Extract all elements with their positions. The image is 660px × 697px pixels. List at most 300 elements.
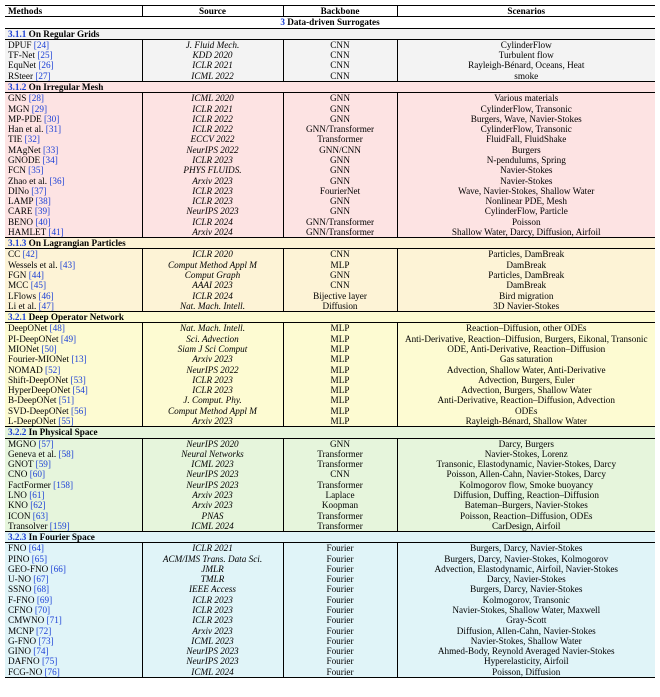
backbone-cell: GNN bbox=[283, 206, 397, 216]
citation-link[interactable]: [73] bbox=[38, 635, 54, 646]
source-cell: ICML 2020 bbox=[142, 93, 283, 104]
citation-link[interactable]: [60] bbox=[29, 469, 46, 480]
citation-link[interactable]: [24] bbox=[33, 39, 50, 50]
table-row bbox=[5, 206, 655, 216]
source-cell: ICLR 2020 bbox=[142, 249, 283, 260]
method-name: PINO bbox=[8, 553, 30, 564]
source-cell: ICLR 2024 bbox=[142, 291, 283, 301]
backbone-cell: Fourier bbox=[283, 615, 397, 625]
citation-link[interactable]: [63] bbox=[32, 510, 49, 521]
method-name: Transolver bbox=[8, 520, 48, 531]
method-cell bbox=[5, 385, 142, 395]
table-row bbox=[5, 260, 655, 270]
citation-link[interactable]: [55] bbox=[58, 415, 74, 426]
backbone-cell: GNN bbox=[283, 165, 397, 175]
source-cell: Siam J Sci Comput bbox=[142, 344, 283, 354]
table-row bbox=[5, 291, 655, 301]
citation-link[interactable]: [46] bbox=[38, 290, 54, 301]
citation-link[interactable]: [31] bbox=[45, 124, 62, 135]
scenarios-cell: smoke bbox=[397, 71, 655, 82]
table-row bbox=[5, 564, 655, 574]
method-cell bbox=[5, 459, 142, 469]
method-name: GINO bbox=[8, 646, 31, 657]
scenarios-cell: ODEs bbox=[397, 406, 655, 416]
table-row bbox=[5, 406, 655, 416]
scenarios-cell: Poisson, Allen-Cahn, Navier-Stokes, Darcy bbox=[397, 469, 655, 479]
method-name: FactFormer bbox=[8, 479, 51, 490]
citation-link[interactable]: [41] bbox=[48, 226, 64, 237]
subsection-row bbox=[5, 532, 655, 543]
subsection-number[interactable]: 3.1.2 bbox=[8, 81, 27, 92]
backbone-cell: Fourier bbox=[283, 564, 397, 574]
table-row bbox=[5, 145, 655, 155]
backbone-cell: Fourier bbox=[283, 574, 397, 584]
backbone-cell: Fourier bbox=[283, 554, 397, 564]
source-cell: ICML 2024 bbox=[142, 521, 283, 532]
method-name: FCN bbox=[8, 165, 26, 176]
method-cell bbox=[5, 480, 142, 490]
backbone-cell: MLP bbox=[283, 385, 397, 395]
scenarios-cell: Darcy, Burgers bbox=[397, 438, 655, 449]
scenarios-cell: CylinderFlow, Transonic bbox=[397, 104, 655, 114]
subsection-title: In Physical Space bbox=[28, 427, 98, 438]
method-cell bbox=[5, 50, 142, 60]
citation-link[interactable]: [13] bbox=[71, 354, 87, 365]
method-name: ICON bbox=[8, 510, 31, 521]
subsection-title: Deep Operator Network bbox=[28, 312, 124, 323]
method-name: Fourier-MIONet bbox=[8, 354, 70, 365]
scenarios-cell: Anti-Derivative, Reaction–Diffusion, Burgers, Eikonal, Transonic bbox=[397, 334, 655, 344]
source-cell: Nat. Mach. Intell. bbox=[142, 323, 283, 334]
source-cell: NeurIPS 2023 bbox=[142, 656, 283, 666]
citation-link[interactable]: [51] bbox=[58, 395, 75, 406]
method-cell bbox=[5, 196, 142, 206]
scenarios-cell: CylinderFlow, Transonic bbox=[397, 124, 655, 134]
backbone-cell: Transformer bbox=[283, 511, 397, 521]
citation-link[interactable]: [71] bbox=[46, 615, 62, 626]
citation-link[interactable]: [68] bbox=[33, 584, 50, 595]
scenarios-cell: Navier-Stokes, Lorenz bbox=[397, 449, 655, 459]
citation-link[interactable]: [48] bbox=[49, 323, 65, 334]
source-cell: ICLR 2021 bbox=[142, 60, 283, 70]
backbone-cell: Diffusion bbox=[283, 301, 397, 312]
method-cell bbox=[5, 270, 142, 280]
backbone-cell: Bijective layer bbox=[283, 291, 397, 301]
method-name: PI-DeepONet bbox=[8, 333, 59, 344]
method-name: FNO bbox=[8, 543, 27, 554]
citation-link[interactable]: [59] bbox=[35, 459, 51, 470]
backbone-cell: GNN/Transformer bbox=[283, 217, 397, 227]
citation-link[interactable]: [54] bbox=[72, 385, 88, 396]
method-name: GNODE bbox=[8, 154, 41, 165]
subsection-title: On Lagrangian Particles bbox=[28, 238, 126, 249]
citation-link[interactable]: [32] bbox=[24, 134, 40, 145]
scenarios-cell: Navier-Stokes, Shallow Water bbox=[397, 636, 655, 646]
citation-link[interactable]: [30] bbox=[44, 113, 60, 124]
table-row bbox=[5, 114, 655, 124]
method-cell bbox=[5, 416, 142, 427]
citation-link[interactable]: [34] bbox=[42, 154, 58, 165]
table-row bbox=[5, 176, 655, 186]
backbone-cell: Fourier bbox=[283, 646, 397, 656]
backbone-cell: CNN bbox=[283, 39, 397, 50]
scenarios-cell: CarDesign, Airfoil bbox=[397, 521, 655, 532]
citation-link[interactable]: [43] bbox=[59, 259, 76, 270]
table-row bbox=[5, 249, 655, 260]
source-cell: NeurIPS 2022 bbox=[142, 145, 283, 155]
method-name: Han et al. bbox=[8, 124, 44, 135]
method-name: HAMLET bbox=[8, 226, 47, 237]
source-cell: ECCV 2022 bbox=[142, 134, 283, 144]
subsection-row bbox=[5, 28, 655, 39]
source-cell: ICML 2023 bbox=[142, 636, 283, 646]
backbone-cell: MLP bbox=[283, 344, 397, 354]
citation-link[interactable]: [53] bbox=[70, 374, 86, 385]
method-cell bbox=[5, 39, 142, 50]
table-row bbox=[5, 60, 655, 70]
scenarios-cell: Advection, Elastodynamic, Airfoil, Navier-Stokes bbox=[397, 564, 655, 574]
method-cell bbox=[5, 291, 142, 301]
scenarios-cell: Rayleigh-Bénard, Shallow Water bbox=[397, 416, 655, 427]
subsection-number[interactable]: 3.2.3 bbox=[8, 532, 27, 543]
method-name: U-NO bbox=[8, 574, 31, 585]
source-cell: ACM/IMS Trans. Data Sci. bbox=[142, 554, 283, 564]
method-cell bbox=[5, 667, 142, 678]
method-name: MAgNet bbox=[8, 144, 41, 155]
method-cell bbox=[5, 334, 142, 344]
table-row bbox=[5, 574, 655, 584]
scenarios-cell: Burgers, Darcy, Navier-Stokes, Kolmogorov bbox=[397, 554, 655, 564]
table-row bbox=[5, 155, 655, 165]
backbone-cell: Koopman bbox=[283, 500, 397, 510]
method-cell bbox=[5, 500, 142, 510]
source-cell: Sci. Advection bbox=[142, 334, 283, 344]
citation-link[interactable]: [44] bbox=[28, 270, 44, 281]
subsection-heading bbox=[5, 28, 655, 39]
source-cell: ICLR 2021 bbox=[142, 104, 283, 114]
citation-link[interactable]: [28] bbox=[28, 93, 44, 104]
method-name: Wessels et al. bbox=[8, 259, 58, 270]
scenarios-cell: Anti-Derivative, Reaction–Diffusion, Advection bbox=[397, 395, 655, 405]
citation-link[interactable]: [39] bbox=[34, 206, 51, 217]
method-cell bbox=[5, 134, 142, 144]
method-cell bbox=[5, 165, 142, 175]
surrogates-table bbox=[5, 5, 655, 678]
method-cell bbox=[5, 511, 142, 521]
method-name: SVD-DeepONet bbox=[8, 405, 69, 416]
method-name: MGNO bbox=[8, 438, 37, 449]
table-row bbox=[5, 217, 655, 227]
citation-link[interactable]: [159] bbox=[49, 520, 70, 531]
citation-link[interactable]: [52] bbox=[45, 364, 61, 375]
citation-link[interactable]: [40] bbox=[35, 216, 51, 227]
subsection-title: On Irregular Mesh bbox=[28, 81, 104, 92]
table-row bbox=[5, 39, 655, 50]
subsection-number[interactable]: 3.1.3 bbox=[8, 238, 27, 249]
table-row bbox=[5, 459, 655, 469]
subsection-heading bbox=[5, 238, 655, 249]
backbone-cell: GNN bbox=[283, 104, 397, 114]
method-cell bbox=[5, 584, 142, 594]
citation-link[interactable]: [27] bbox=[35, 70, 51, 81]
citation-link[interactable]: [47] bbox=[38, 300, 54, 311]
citation-link[interactable]: [57] bbox=[38, 438, 54, 449]
subsection-heading bbox=[5, 312, 655, 323]
scenarios-cell: Particles, DamBreak bbox=[397, 249, 655, 260]
method-cell bbox=[5, 626, 142, 636]
table-row bbox=[5, 165, 655, 175]
method-name: GNS bbox=[8, 93, 27, 104]
scenarios-cell: Hyperelasticity, Airfoil bbox=[397, 656, 655, 666]
source-cell: Arxiv 2023 bbox=[142, 176, 283, 186]
scenarios-cell: CylinderFlow, Particle bbox=[397, 206, 655, 216]
scenarios-cell: Diffusion, Allen-Cahn, Navier-Stokes bbox=[397, 626, 655, 636]
method-name: LAMP bbox=[8, 196, 34, 207]
scenarios-cell: DamBreak bbox=[397, 280, 655, 290]
table-row bbox=[5, 646, 655, 656]
citation-link[interactable]: [33] bbox=[42, 144, 59, 155]
backbone-cell: MLP bbox=[283, 334, 397, 344]
method-cell bbox=[5, 280, 142, 290]
citation-link[interactable]: [35] bbox=[28, 165, 44, 176]
table-row bbox=[5, 543, 655, 554]
citation-link[interactable]: [25] bbox=[37, 50, 53, 61]
citation-link[interactable]: [65] bbox=[31, 553, 48, 564]
method-cell bbox=[5, 395, 142, 405]
source-cell: Comput Graph bbox=[142, 270, 283, 280]
citation-link[interactable]: [50] bbox=[41, 344, 57, 354]
scenarios-cell: Gray-Scott bbox=[397, 615, 655, 625]
scenarios-cell: FluidFall, FluidShake bbox=[397, 134, 655, 144]
source-cell: ICLR 2023 bbox=[142, 196, 283, 206]
source-cell: AAAI 2023 bbox=[142, 280, 283, 290]
method-cell bbox=[5, 656, 142, 666]
backbone-cell: MLP bbox=[283, 375, 397, 385]
citation-link[interactable]: [56] bbox=[71, 405, 87, 416]
subsection-title: In Fourier Space bbox=[28, 532, 95, 543]
source-cell: KDD 2020 bbox=[142, 50, 283, 60]
backbone-cell: GNN bbox=[283, 438, 397, 449]
citation-link[interactable]: [69] bbox=[36, 594, 53, 605]
scenarios-cell: Kolmogorov, Transonic bbox=[397, 595, 655, 605]
backbone-cell: MLP bbox=[283, 395, 397, 405]
table-row bbox=[5, 354, 655, 364]
method-cell bbox=[5, 574, 142, 584]
scenarios-cell: Particles, DamBreak bbox=[397, 270, 655, 280]
backbone-cell: Fourier bbox=[283, 595, 397, 605]
backbone-cell: Transformer bbox=[283, 521, 397, 532]
backbone-cell: MLP bbox=[283, 406, 397, 416]
backbone-cell: MLP bbox=[283, 416, 397, 427]
source-cell: Arxiv 2023 bbox=[142, 500, 283, 510]
subsection-number[interactable]: 3.2.1 bbox=[8, 312, 27, 323]
method-name: DINo bbox=[8, 185, 29, 196]
method-name: TF-Net bbox=[8, 50, 36, 61]
backbone-cell: MLP bbox=[283, 365, 397, 375]
method-cell bbox=[5, 636, 142, 646]
source-cell: NeurIPS 2023 bbox=[142, 480, 283, 490]
citation-link[interactable]: [38] bbox=[35, 196, 51, 207]
source-cell: Comput Method Appl M bbox=[142, 406, 283, 416]
source-cell: ICLR 2023 bbox=[142, 615, 283, 625]
method-name: MIONet bbox=[8, 344, 40, 354]
citation-link[interactable]: [42] bbox=[22, 249, 38, 260]
backbone-cell: GNN/Transformer bbox=[283, 124, 397, 134]
source-cell: Nat. Mach. Intell. bbox=[142, 301, 283, 312]
section-row bbox=[5, 17, 655, 28]
source-cell: Arxiv 2024 bbox=[142, 227, 283, 238]
backbone-cell: FourierNet bbox=[283, 186, 397, 196]
method-cell bbox=[5, 354, 142, 364]
source-cell: ICLR 2021 bbox=[142, 543, 283, 554]
citation-link[interactable]: [29] bbox=[31, 103, 48, 114]
scenarios-cell: Wave, Navier-Stokes, Shallow Water bbox=[397, 186, 655, 196]
backbone-cell: Fourier bbox=[283, 656, 397, 666]
backbone-cell: GNN bbox=[283, 196, 397, 206]
table-row bbox=[5, 270, 655, 280]
method-name: DAFNO bbox=[8, 656, 40, 667]
citation-link[interactable]: [26] bbox=[38, 60, 54, 71]
method-name: Li et al. bbox=[8, 300, 37, 311]
table-row bbox=[5, 124, 655, 134]
scenarios-cell: Advection, Burgers, Shallow Water bbox=[397, 385, 655, 395]
method-name: RSteer bbox=[8, 70, 34, 81]
method-cell bbox=[5, 124, 142, 134]
source-cell: ICLR 2023 bbox=[142, 375, 283, 385]
scenarios-cell: Nonlinear PDE, Mesh bbox=[397, 196, 655, 206]
citation-link[interactable]: [76] bbox=[44, 666, 60, 677]
citation-link[interactable]: [45] bbox=[30, 280, 47, 291]
table-row bbox=[5, 511, 655, 521]
table-row bbox=[5, 50, 655, 60]
source-cell: ICLR 2023 bbox=[142, 595, 283, 605]
table-row bbox=[5, 301, 655, 312]
source-cell: ICLR 2022 bbox=[142, 114, 283, 124]
backbone-cell: GNN/Transformer bbox=[283, 227, 397, 238]
scenarios-cell: Poisson, Reaction–Diffusion, ODEs bbox=[397, 511, 655, 521]
citation-link[interactable]: [75] bbox=[41, 656, 58, 667]
table-row bbox=[5, 449, 655, 459]
header-row bbox=[5, 6, 655, 17]
subsection-heading bbox=[5, 81, 655, 92]
method-name: CFNO bbox=[8, 605, 33, 616]
backbone-cell: MLP bbox=[283, 323, 397, 334]
scenarios-cell: Darcy, Navier-Stokes bbox=[397, 574, 655, 584]
citation-link[interactable]: [58] bbox=[58, 448, 74, 459]
source-cell: ICLR 2023 bbox=[142, 186, 283, 196]
section-title: Data-driven Surrogates bbox=[287, 17, 380, 28]
scenarios-cell: CylinderFlow bbox=[397, 39, 655, 50]
backbone-cell: Transformer bbox=[283, 134, 397, 144]
method-cell bbox=[5, 375, 142, 385]
citation-link[interactable]: [66] bbox=[50, 563, 66, 574]
method-name: MGN bbox=[8, 103, 30, 114]
table-row bbox=[5, 344, 655, 354]
source-cell: ICLR 2023 bbox=[142, 385, 283, 395]
backbone-cell: CNN bbox=[283, 280, 397, 290]
citation-link[interactable]: [72] bbox=[36, 625, 52, 636]
method-cell bbox=[5, 595, 142, 605]
citation-link[interactable]: [74] bbox=[33, 646, 49, 657]
citation-link[interactable]: [62] bbox=[30, 500, 46, 511]
subsection-row bbox=[5, 238, 655, 249]
citation-link[interactable]: [37] bbox=[31, 185, 47, 196]
method-name: NOMAD bbox=[8, 364, 43, 375]
method-cell bbox=[5, 227, 142, 238]
backbone-cell: MLP bbox=[283, 354, 397, 364]
scenarios-cell: Ahmed-Body, Reynold Averaged Navier-Stokes bbox=[397, 646, 655, 656]
table-row bbox=[5, 500, 655, 510]
source-cell: Arxiv 2023 bbox=[142, 490, 283, 500]
subsection-number[interactable]: 3.2.2 bbox=[8, 427, 27, 438]
method-name: FGN bbox=[8, 270, 27, 281]
source-cell: ICLR 2022 bbox=[142, 124, 283, 134]
citation-link[interactable]: [36] bbox=[49, 175, 65, 186]
section-number[interactable]: 3 bbox=[280, 17, 285, 28]
method-cell bbox=[5, 406, 142, 416]
citation-link[interactable]: [61] bbox=[29, 489, 45, 500]
backbone-cell: GNN bbox=[283, 114, 397, 124]
method-name: G-FNO bbox=[8, 635, 37, 646]
method-name: KNO bbox=[8, 500, 28, 511]
method-name: MCNP bbox=[8, 625, 34, 636]
source-cell: Neural Networks bbox=[142, 449, 283, 459]
citation-link[interactable]: [158] bbox=[53, 479, 74, 490]
source-cell: ICML 2022 bbox=[142, 71, 283, 82]
method-cell bbox=[5, 176, 142, 186]
citation-link[interactable]: [70] bbox=[34, 605, 51, 616]
scenarios-cell: DamBreak bbox=[397, 260, 655, 270]
backbone-cell: MLP bbox=[283, 260, 397, 270]
subsection-row bbox=[5, 427, 655, 438]
method-cell bbox=[5, 249, 142, 260]
method-name: Shift-DeepONet bbox=[8, 374, 69, 385]
table-row bbox=[5, 667, 655, 678]
scenarios-cell: Transonic, Elastodynamic, Navier-Stokes, Darcy bbox=[397, 459, 655, 469]
method-cell bbox=[5, 554, 142, 564]
citation-link[interactable]: [64] bbox=[28, 543, 44, 554]
table-row bbox=[5, 385, 655, 395]
header-scenarios: Scenarios bbox=[397, 6, 655, 17]
header-methods: Methods bbox=[5, 6, 142, 17]
source-cell: NeurIPS 2023 bbox=[142, 469, 283, 479]
method-name: CMWNO bbox=[8, 615, 45, 626]
scenarios-cell: Navier-Stokes bbox=[397, 165, 655, 175]
backbone-cell: CNN bbox=[283, 50, 397, 60]
table-row bbox=[5, 656, 655, 666]
scenarios-cell: Navier-Stokes, Shallow Water, Maxwell bbox=[397, 605, 655, 615]
scenarios-cell: Poisson, Diffusion bbox=[397, 667, 655, 678]
backbone-cell: Fourier bbox=[283, 543, 397, 554]
method-name: BENO bbox=[8, 216, 34, 227]
scenarios-cell: Gas saturation bbox=[397, 354, 655, 364]
subsection-row bbox=[5, 81, 655, 92]
citation-link[interactable]: [67] bbox=[33, 574, 49, 585]
method-cell bbox=[5, 206, 142, 216]
scenarios-cell: Advection, Shallow Water, Anti-Derivative bbox=[397, 365, 655, 375]
subsection-heading bbox=[5, 427, 655, 438]
table-row bbox=[5, 134, 655, 144]
scenarios-cell: Turbulent flow bbox=[397, 50, 655, 60]
backbone-cell: CNN bbox=[283, 249, 397, 260]
citation-link[interactable]: [49] bbox=[60, 333, 77, 344]
method-name: TIE bbox=[8, 134, 23, 145]
backbone-cell: GNN bbox=[283, 93, 397, 104]
scenarios-cell: ODE, Anti-Derivative, Reaction–Diffusion bbox=[397, 344, 655, 354]
method-cell bbox=[5, 564, 142, 574]
subsection-number[interactable]: 3.1.1 bbox=[8, 28, 27, 39]
table-row bbox=[5, 490, 655, 500]
